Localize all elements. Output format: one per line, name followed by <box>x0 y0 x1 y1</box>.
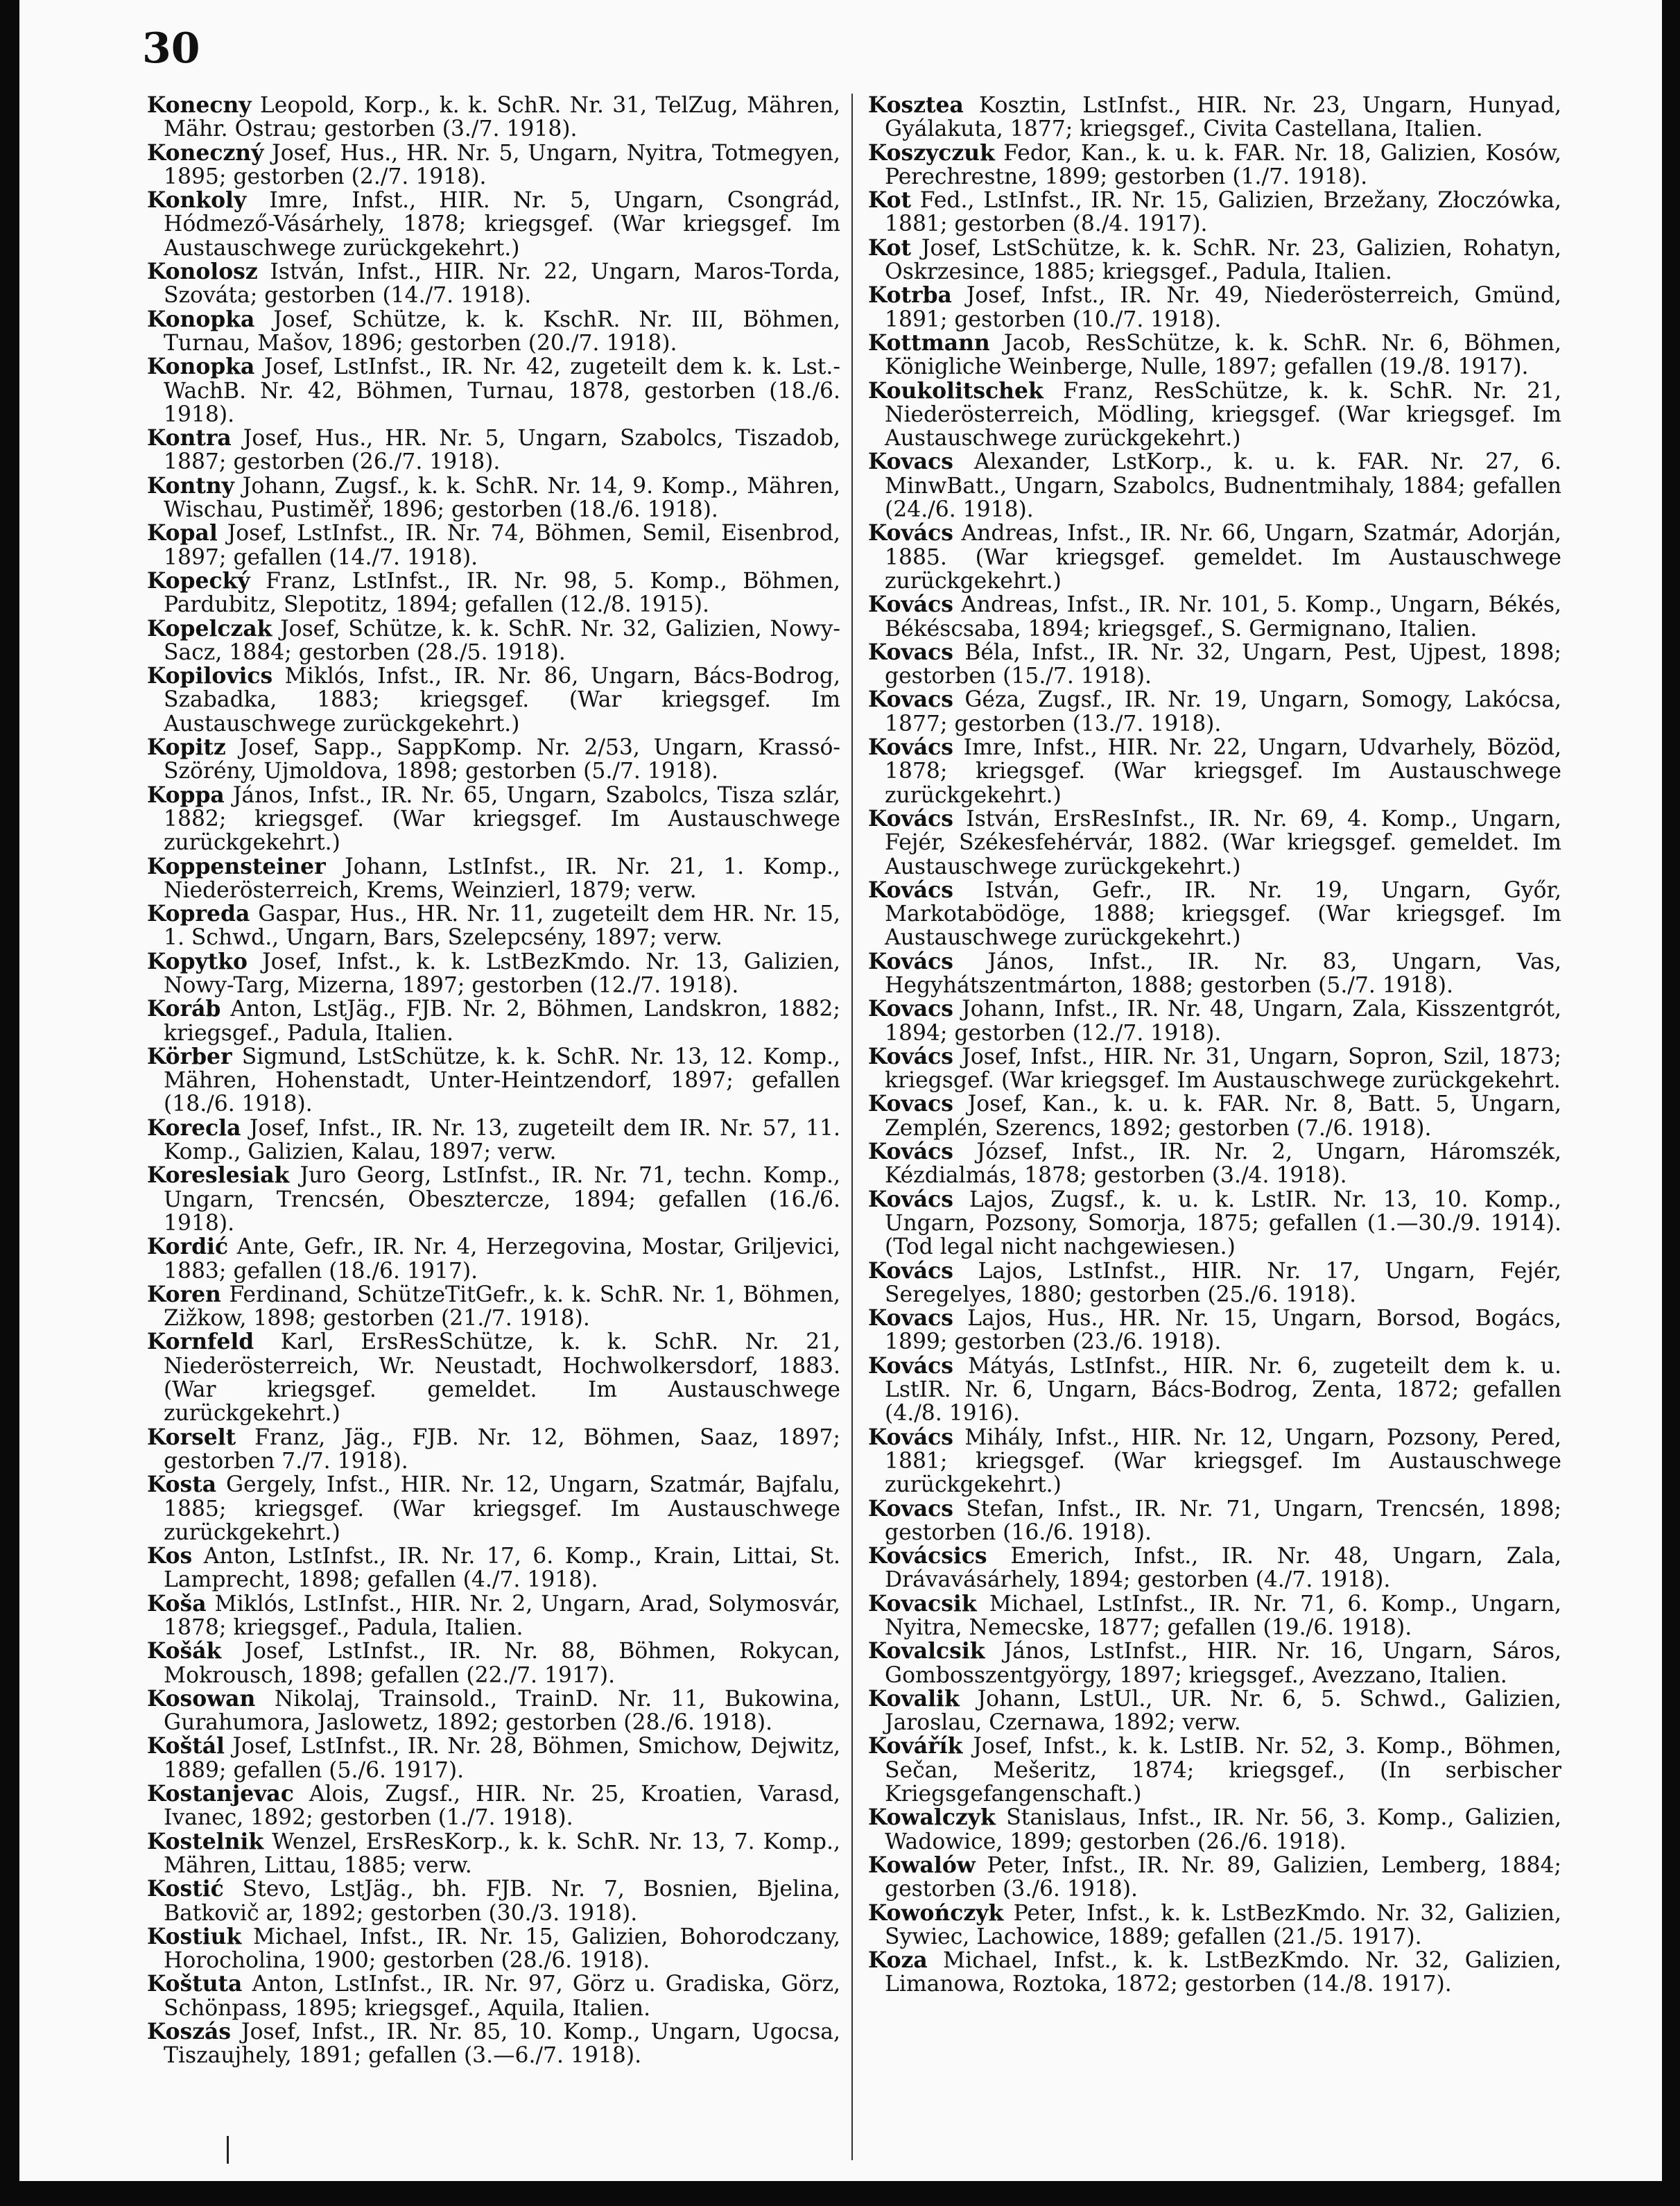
entry-surname: Kovacs <box>868 1496 953 1522</box>
entry-surname: Koren <box>147 1282 221 1307</box>
entry-details: Josef, Schütze, k. k. KschR. Nr. III, Böhmen, Turnau, Mašov, 1896; gestorben (20./7. 1918). <box>164 307 840 356</box>
list-entry <box>868 1354 1561 1426</box>
entry-surname: Kostiuk <box>147 1924 242 1949</box>
entry-surname: Koša <box>147 1591 207 1617</box>
list-entry <box>868 997 1561 1045</box>
entry-surname: Koštuta <box>147 1972 243 1997</box>
entry-surname: Koszyczuk <box>868 140 995 166</box>
entry-details: Michael, Infst., k. k. LstBezKmdo. Nr. 32, Galizien, Limanowa, Roztoka, 1872; gestorben (14./8. 1917). <box>885 1948 1561 1997</box>
entry-details: Josef, LstInfst., IR. Nr. 28, Böhmen, Smichow, Dejwitz, 1889; gefallen (5./6. 1917). <box>164 1734 840 1783</box>
entry-surname: Koppa <box>147 782 225 808</box>
entry-surname: Koukolitschek <box>868 378 1043 404</box>
entry-details: Josef, Infst., IR. Nr. 85, 10. Komp., Ungarn, Ugocsa, Tiszaujhely, 1891; gefallen (3.—6./7. 1918). <box>164 2019 840 2069</box>
list-entry <box>147 1283 840 1331</box>
list-entry <box>147 1117 840 1164</box>
entry-surname: Kontra <box>147 426 232 451</box>
list-entry <box>868 807 1561 879</box>
entry-details: Johann, LstUl., UR. Nr. 6, 5. Schwd., Galizien, Jaroslau, Czernawa, 1892; verw. <box>885 1686 1561 1736</box>
entry-surname: Kovalcsik <box>868 1639 985 1664</box>
list-entry <box>147 664 840 736</box>
entry-surname: Kovács <box>868 1044 953 1069</box>
entry-details: Michael, LstInfst., IR. Nr. 71, 6. Komp., Ungarn, Nyitra, Nemecske, 1877; gefallen (19./6. 1918). <box>885 1591 1561 1640</box>
list-entry <box>868 1140 1561 1188</box>
list-entry <box>147 1235 840 1283</box>
entry-details: Miklós, Infst., IR. Nr. 86, Ungarn, Bács-Bodrog, Szabadka, 1883; kriegsgef. (War kriegsgef. Im Austauschwege zurückgekehrt.) <box>164 664 840 736</box>
entry-details: Imre, Infst., HIR. Nr. 22, Ungarn, Udvarhely, Bözöd, 1878; kriegsgef. (War kriegsgef. Im Austauschwege zurückgekehrt.) <box>885 735 1561 808</box>
entry-details: Mihály, Infst., HIR. Nr. 12, Ungarn, Pozsony, Pered, 1881; kriegsgef. (War kriegsgef. Im Austauschwege zurückgekehrt.) <box>885 1424 1561 1498</box>
list-entry <box>147 569 840 617</box>
entry-details: Josef, Infst., IR. Nr. 13, zugeteilt dem IR. Nr. 57, 11. Komp., Galizien, Kalau, 1897; verw. <box>164 1115 840 1165</box>
entry-details: Ante, Gefr., IR. Nr. 4, Herzegovina, Mostar, Griljevici, 1883; gefallen (18./6. 1917). <box>164 1234 840 1284</box>
entry-details: Wenzel, ErsResKorp., k. k. SchR. Nr. 13, 7. Komp., Mähren, Littau, 1885; verw. <box>164 1829 840 1878</box>
entry-details: Johann, LstInfst., IR. Nr. 21, 1. Komp., Niederösterreich, Krems, Weinzierl, 1879; verw. <box>164 854 840 903</box>
entry-details: Leopold, Korp., k. k. SchR. Nr. 31, TelZug, Mähren, Mähr. Ostrau; gestorben (3./7. 1918). <box>164 94 840 142</box>
entry-details: Karl, ErsResSchütze, k. k. SchR. Nr. 21, Niederösterreich, Wr. Neustadt, Hochwolkersdorf, 1883. (War kriegsgef. gemeldet. Im Austauschwege zurückgekehrt.) <box>164 1329 840 1427</box>
entry-surname: Kos <box>147 1544 193 1569</box>
list-entry <box>147 189 840 260</box>
entry-details: Mátyás, LstInfst., HIR. Nr. 6, zugeteilt dem k. u. LstIR. Nr. 6, Ungarn, Bács-Bodrog, Zenta, 1872; gefallen (4./8. 1916). <box>885 1353 1561 1427</box>
list-entry <box>868 236 1561 284</box>
entry-surname: Kopelczak <box>147 616 272 641</box>
list-entry <box>147 902 840 950</box>
entry-surname: Kovács <box>868 735 953 761</box>
list-entry <box>147 855 840 903</box>
entry-surname: Kovacs <box>868 997 953 1022</box>
list-entry <box>147 1164 840 1235</box>
entry-details: Josef, Infst., IR. Nr. 49, Niederösterreich, Gmünd, 1891; gestorben (10./7. 1918). <box>885 283 1561 332</box>
entry-surname: Kosta <box>147 1472 217 1498</box>
list-entry <box>147 141 840 189</box>
entry-surname: Kowalczyk <box>868 1805 996 1831</box>
entry-surname: Konecny <box>147 94 252 118</box>
entry-surname: Konopka <box>147 354 255 380</box>
entry-details: Josef, Schütze, k. k. SchR. Nr. 32, Galizien, Nowy-Sacz, 1884; gestorben (28./5. 1918). <box>164 616 840 665</box>
list-entry <box>147 1687 840 1735</box>
entry-surname: Kopreda <box>147 902 250 927</box>
entry-surname: Koszás <box>147 2019 232 2045</box>
entry-details: Josef, LstInfst., IR. Nr. 88, Böhmen, Rokycan, Mokrousch, 1898; gefallen (22./7. 1917). <box>164 1639 840 1688</box>
entry-surname: Kot <box>868 235 912 261</box>
entry-details: Lajos, LstInfst., HIR. Nr. 17, Ungarn, Fejér, Seregelyes, 1880; gestorben (25./6. 1918). <box>885 1258 1561 1307</box>
entry-details: Béla, Infst., IR. Nr. 32, Ungarn, Pest, Ujpest, 1898; gestorben (15./7. 1918). <box>885 639 1561 689</box>
entry-surname: Kovács <box>868 806 953 831</box>
entry-surname: Kot <box>868 188 912 214</box>
entry-surname: Kopilovics <box>147 664 273 689</box>
list-entry <box>147 1925 840 1973</box>
entry-details: Gergely, Infst., HIR. Nr. 12, Ungarn, Szatmár, Bajfalu, 1885; kriegsgef. (War kriegsgef. Im Austauschwege zurückgekehrt.) <box>164 1472 840 1545</box>
list-entry <box>868 450 1561 522</box>
list-entry <box>868 1544 1561 1592</box>
list-entry <box>868 1734 1561 1806</box>
list-entry <box>868 379 1561 451</box>
entry-details: Emerich, Infst., IR. Nr. 48, Ungarn, Zala, Drávavásárhely, 1894; gestorben (4./7. 1918). <box>885 1544 1561 1593</box>
entry-surname: Kostić <box>147 1877 224 1902</box>
entry-surname: Kosztea <box>868 94 964 118</box>
entry-details: Andreas, Infst., IR. Nr. 66, Ungarn, Szatmár, Adorján, 1885. (War kriegsgef. gemeldet. Im Austauschwege zurückgekehrt.) <box>885 521 1561 594</box>
list-entry <box>868 522 1561 593</box>
entry-surname: Kovács <box>868 521 953 546</box>
list-entry <box>868 1592 1561 1640</box>
right-column <box>868 94 1561 2160</box>
entry-details: Stevo, LstJäg., bh. FJB. Nr. 7, Bosnien, Bjelina, Batkovič ar, 1892; gestorben (30./3. 1918). <box>164 1877 840 1926</box>
list-entry <box>147 308 840 356</box>
list-entry <box>147 426 840 474</box>
entry-surname: Koreslesiak <box>147 1163 290 1189</box>
entry-details: Lajos, Hus., HR. Nr. 15, Ungarn, Borsod, Bogács, 1899; gestorben (23./6. 1918). <box>885 1306 1561 1355</box>
entry-details: Josef, Infst., HIR. Nr. 31, Ungarn, Sopron, Szil, 1873; kriegsgef. (War kriegsgef. Im Austauschwege zurückgekehrt. <box>885 1044 1561 1094</box>
entry-surname: Kovácsics <box>868 1544 987 1569</box>
entry-details: Nikolaj, Trainsold., TrainD. Nr. 11, Bukowina, Gurahumora, Jaslowetz, 1892; gestorben (28./6. 1918). <box>164 1686 840 1736</box>
entry-surname: Koneczný <box>147 140 264 166</box>
entry-surname: Korecla <box>147 1115 241 1141</box>
scan-edge-left <box>0 0 19 2206</box>
entry-details: Josef, Infst., k. k. LstIB. Nr. 52, 3. Komp., Böhmen, Sečan, Mešeritz, 1874; kriegsgef., (In serbischer Kriegsgefangenschaft.) <box>885 1734 1561 1807</box>
entry-details: Ferdinand, SchützeTitGefr., k. k. SchR. Nr. 1, Böhmen, Zižkow, 1898; gestorben (21./7. 1918). <box>164 1282 840 1332</box>
list-entry <box>868 1426 1561 1497</box>
entry-details: Franz, Jäg., FJB. Nr. 12, Böhmen, Saaz, 1897; gestorben 7./7. 1918). <box>164 1424 840 1474</box>
entry-details: Fed., LstInfst., IR. Nr. 15, Galizien, Brzežany, Złoczówka, 1881; gestorben (8./4. 1917). <box>885 188 1561 237</box>
entry-surname: Kopal <box>147 521 218 546</box>
entry-details: Miklós, LstInfst., HIR. Nr. 2, Ungarn, Arad, Solymosvár, 1878; kriegsgef., Padula, Italien. <box>164 1591 840 1640</box>
entry-details: Josef, Hus., HR. Nr. 5, Ungarn, Szabolcs, Tiszadob, 1887; gestorben (26./7. 1918). <box>164 426 840 475</box>
entry-surname: Kovács <box>868 1424 953 1450</box>
list-entry <box>868 1854 1561 1902</box>
entry-details: Stefan, Infst., IR. Nr. 71, Ungarn, Trencsén, 1898; gestorben (16./6. 1918). <box>885 1496 1561 1545</box>
entry-details: József, Infst., IR. Nr. 2, Ungarn, Háromszék, Kézdialmás, 1878; gestorben (3./4. 1918). <box>885 1139 1561 1189</box>
list-entry <box>868 593 1561 641</box>
list-entry <box>147 1734 840 1782</box>
list-entry <box>868 331 1561 379</box>
list-entry <box>868 1188 1561 1259</box>
entry-surname: Kovářík <box>868 1734 963 1759</box>
entry-details: Anton, LstInfst., IR. Nr. 97, Görz u. Gradiska, Görz, Schönpass, 1895; kriegsgef., Aquila, Italien. <box>164 1972 840 2021</box>
entry-details: Josef, Hus., HR. Nr. 5, Ungarn, Nyitra, Totmegyen, 1895; gestorben (2./7. 1918). <box>164 140 840 189</box>
entry-surname: Korselt <box>147 1424 236 1450</box>
list-entry <box>147 1592 840 1640</box>
left-column <box>147 94 840 2160</box>
list-entry <box>868 1259 1561 1307</box>
entry-details: Peter, Infst., IR. Nr. 89, Galizien, Lemberg, 1884; gestorben (3./6. 1918). <box>885 1852 1561 1902</box>
entry-details: Andreas, Infst., IR. Nr. 101, 5. Komp., Ungarn, Békés, Békéscsaba, 1894; kriegsgef., S. Germignano, Italien. <box>885 592 1561 641</box>
list-entry <box>868 1687 1561 1735</box>
entry-details: Jacob, ResSchütze, k. k. SchR. Nr. 6, Böhmen, Königliche Weinberge, Nulle, 1897; gefallen (19./8. 1917). <box>885 330 1561 380</box>
list-entry <box>147 1426 840 1474</box>
scan-edge-right <box>1662 0 1680 2206</box>
entry-details: Josef, LstSchütze, k. k. SchR. Nr. 23, Galizien, Rohatyn, Oskrzesince, 1885; kriegsgef., Padula, Italien. <box>885 235 1561 285</box>
entry-details: János, Infst., IR. Nr. 83, Ungarn, Vas, Hegyhátszentmárton, 1888; gestorben (5./7. 1918). <box>885 949 1561 998</box>
entry-details: János, LstInfst., HIR. Nr. 16, Ungarn, Sáros, Gombosszentgyörgy, 1897; kriegsgef., Avezzano, Italien. <box>885 1639 1561 1688</box>
entry-surname: Kottmann <box>868 330 990 356</box>
list-entry <box>868 688 1561 736</box>
page-number: 30 <box>142 24 200 73</box>
list-entry <box>868 189 1561 236</box>
list-entry <box>868 284 1561 331</box>
entry-surname: Kovács <box>868 1258 953 1284</box>
entry-surname: Kovacs <box>868 1306 953 1332</box>
entry-details: Josef, LstInfst., IR. Nr. 42, zugeteilt dem k. k. Lst.-WachB. Nr. 42, Böhmen, Turnau, 1878, gestorben (18./6. 1918). <box>164 354 840 427</box>
list-entry <box>868 879 1561 950</box>
entry-details: Josef, Infst., k. k. LstBezKmdo. Nr. 13, Galizien, Nowy-Targ, Mizerna, 1897; gestorben (12./7. 1918). <box>164 949 840 998</box>
list-entry <box>147 1877 840 1925</box>
list-entry <box>868 1949 1561 1997</box>
list-entry <box>147 1045 840 1117</box>
entry-details: Fedor, Kan., k. u. k. FAR. Nr. 18, Galizien, Kosów, Perechrestne, 1899; gestorben (1./7. 1918). <box>885 140 1561 189</box>
entry-details: Gaspar, Hus., HR. Nr. 11, zugeteilt dem HR. Nr. 15, 1. Schwd., Ungarn, Bars, Szelepcsény, 1897; verw. <box>164 902 840 951</box>
entry-details: Imre, Infst., HIR. Nr. 5, Ungarn, Csongrád, Hódmező-Vásárhely, 1878; kriegsgef. (War kriegsgef. Im Austauschwege zurückgekehrt.) <box>164 188 840 261</box>
list-entry <box>868 1806 1561 1854</box>
entry-surname: Kovacs <box>868 687 953 713</box>
list-entry <box>868 1307 1561 1354</box>
entry-surname: Kovacsik <box>868 1591 977 1617</box>
entry-details: Stanislaus, Infst., IR. Nr. 56, 3. Komp., Galizien, Wadowice, 1899; gestorben (26./6. 1918). <box>885 1805 1561 1854</box>
entry-surname: Kowalów <box>868 1852 976 1878</box>
entry-surname: Koza <box>868 1948 928 1974</box>
list-entry <box>147 355 840 426</box>
list-entry <box>147 1473 840 1544</box>
entry-details: Géza, Zugsf., IR. Nr. 19, Ungarn, Somogy, Lakócsa, 1877; gestorben (13./7. 1918). <box>885 687 1561 736</box>
entry-surname: Kopitz <box>147 735 226 761</box>
scan-mark <box>227 2136 229 2164</box>
list-entry <box>147 617 840 665</box>
entry-surname: Konkoly <box>147 188 247 214</box>
entry-details: Alexander, LstKorp., k. u. k. FAR. Nr. 27, 6. MinwBatt., Ungarn, Szabolcs, Budnentmihaly, 1884; gefallen (24./6. 1918). <box>885 449 1561 523</box>
list-entry <box>868 641 1561 689</box>
entry-surname: Kostelnik <box>147 1829 264 1854</box>
list-entry <box>147 522 840 569</box>
entry-details: Sigmund, LstSchütze, k. k. SchR. Nr. 13, 12. Komp., Mähren, Hohenstadt, Unter-Heintzendorf, 1897; gefallen (18./6. 1918). <box>164 1044 840 1117</box>
entry-details: Johann, Infst., IR. Nr. 48, Ungarn, Zala, Kisszentgrót, 1894; gestorben (12./7. 1918). <box>885 997 1561 1046</box>
entry-surname: Kovács <box>868 877 953 903</box>
list-entry <box>147 950 840 998</box>
entry-details: Anton, LstJäg., FJB. Nr. 2, Böhmen, Landskron, 1882; kriegsgef., Padula, Italien. <box>164 997 840 1046</box>
entry-surname: Kordić <box>147 1234 229 1260</box>
entry-surname: Kornfeld <box>147 1329 254 1355</box>
entry-surname: Kovacs <box>868 1092 953 1117</box>
list-entry <box>868 1045 1561 1093</box>
list-entry <box>147 2020 840 2068</box>
entry-details: Josef, Kan., k. u. k. FAR. Nr. 8, Batt. 5, Ungarn, Zemplén, Szerencs, 1892; gestorben (7./6. 1918). <box>885 1092 1561 1141</box>
entry-details: Peter, Infst., k. k. LstBezKmdo. Nr. 32, Galizien, Sywiec, Lachowice, 1889; gefallen (21./5. 1917). <box>885 1900 1561 1949</box>
list-entry <box>868 1497 1561 1545</box>
entry-details: Michael, Infst., IR. Nr. 15, Galizien, Bohorodczany, Horocholina, 1900; gestorben (28./6. 1918). <box>164 1924 840 1974</box>
entry-surname: Körber <box>147 1044 232 1069</box>
scan-edge-bottom <box>0 2181 1680 2206</box>
entry-surname: Kovács <box>868 1353 953 1379</box>
list-entry <box>147 1830 840 1878</box>
list-entry <box>147 1639 840 1687</box>
entry-details: Franz, ResSchütze, k. k. SchR. Nr. 21, Niederösterreich, Mödling, kriegsgef. (War kriegsgef. Im Austauschwege zurückgekehrt.) <box>885 378 1561 451</box>
entry-surname: Konolosz <box>147 259 258 285</box>
entry-surname: Kovalik <box>868 1686 960 1712</box>
entry-surname: Kovács <box>868 1139 953 1165</box>
entry-surname: Koppensteiner <box>147 854 326 879</box>
list-entry <box>147 997 840 1045</box>
entry-details: Lajos, Zugsf., k. u. k. LstIR. Nr. 13, 10. Komp., Ungarn, Pozsony, Somorja, 1875; gefallen (1.—30./9. 1914). (Tod legal nicht nachgewiesen.) <box>885 1187 1561 1260</box>
entry-surname: Kotrba <box>868 283 952 309</box>
list-entry <box>147 474 840 522</box>
entry-details: István, ErsResInfst., IR. Nr. 69, 4. Komp., Ungarn, Fejér, Székesfehérvár, 1882. (War kriegsgef. gemeldet. Im Austauschwege zurückgekehrt.) <box>885 806 1561 879</box>
list-entry <box>868 94 1561 141</box>
entry-surname: Kovacs <box>868 639 953 665</box>
entry-details: János, Infst., IR. Nr. 65, Ungarn, Szabolcs, Tisza szlár, 1882; kriegsgef. (War kriegsgef. Im Austauschwege zurückgekehrt.) <box>164 782 840 856</box>
entry-surname: Konopka <box>147 307 255 332</box>
entry-surname: Kosowan <box>147 1686 256 1712</box>
entry-details: Josef, Sapp., SappKomp. Nr. 2/53, Ungarn, Krassó-Szörény, Ujmoldova, 1898; gestorben (5./7. 1918). <box>164 735 840 784</box>
entry-details: Kosztin, LstInfst., HIR. Nr. 23, Ungarn, Hunyad, Gyálakuta, 1877; kriegsgef., Civita Castellana, Italien. <box>885 94 1561 142</box>
list-entry <box>147 1972 840 2020</box>
list-entry <box>147 1544 840 1592</box>
list-entry <box>147 260 840 308</box>
entry-surname: Kovács <box>868 949 953 974</box>
entry-details: Anton, LstInfst., IR. Nr. 17, 6. Komp., Krain, Littai, St. Lamprecht, 1898; gefallen (4./7. 1918). <box>164 1544 840 1593</box>
entry-surname: Kostanjevac <box>147 1782 294 1807</box>
entry-details: Alois, Zugsf., HIR. Nr. 25, Kroatien, Varasd, Ivanec, 1892; gestorben (1./7. 1918). <box>164 1782 840 1831</box>
list-entry <box>147 736 840 784</box>
entry-surname: Kovacs <box>868 449 953 475</box>
entry-surname: Košák <box>147 1639 222 1664</box>
list-entry <box>868 141 1561 189</box>
list-entry <box>147 1782 840 1830</box>
list-entry <box>147 1330 840 1425</box>
list-entry <box>147 784 840 855</box>
entry-surname: Kopytko <box>147 949 248 974</box>
entry-details: István, Infst., HIR. Nr. 22, Ungarn, Maros-Torda, Szováta; gestorben (14./7. 1918). <box>164 259 840 309</box>
list-entry <box>868 950 1561 998</box>
entry-surname: Kontny <box>147 473 234 499</box>
entry-surname: Koštál <box>147 1734 225 1759</box>
list-entry <box>868 736 1561 807</box>
entry-details: Franz, LstInfst., IR. Nr. 98, 5. Komp., Böhmen, Pardubitz, Slepotitz, 1894; gefallen (12./8. 1915). <box>164 568 840 618</box>
column-divider <box>851 94 853 2160</box>
entry-details: Juro Georg, LstInfst., IR. Nr. 71, techn. Komp., Ungarn, Trencsén, Obesztercze, 1894; gefallen (16./6. 1918). <box>164 1163 840 1236</box>
entry-surname: Kovács <box>868 1187 953 1212</box>
entry-surname: Kovács <box>868 592 953 618</box>
entry-surname: Kowończyk <box>868 1900 1004 1926</box>
list-entry <box>868 1902 1561 1949</box>
entry-details: Josef, LstInfst., IR. Nr. 74, Böhmen, Semil, Eisenbrod, 1897; gefallen (14./7. 1918). <box>164 521 840 570</box>
list-entry <box>868 1639 1561 1687</box>
entry-details: Johann, Zugsf., k. k. SchR. Nr. 14, 9. Komp., Mähren, Wischau, Pustiměř, 1896; gestorben (18./6. 1918). <box>164 473 840 523</box>
entry-surname: Kopecký <box>147 568 250 594</box>
entry-surname: Koráb <box>147 997 221 1022</box>
entry-details: István, Gefr., IR. Nr. 19, Ungarn, Győr, Markotabödöge, 1888; kriegsgef. (War kriegsgef. Im Austauschwege zurückgekehrt.) <box>885 877 1561 951</box>
list-entry <box>147 94 840 141</box>
list-entry <box>868 1092 1561 1140</box>
